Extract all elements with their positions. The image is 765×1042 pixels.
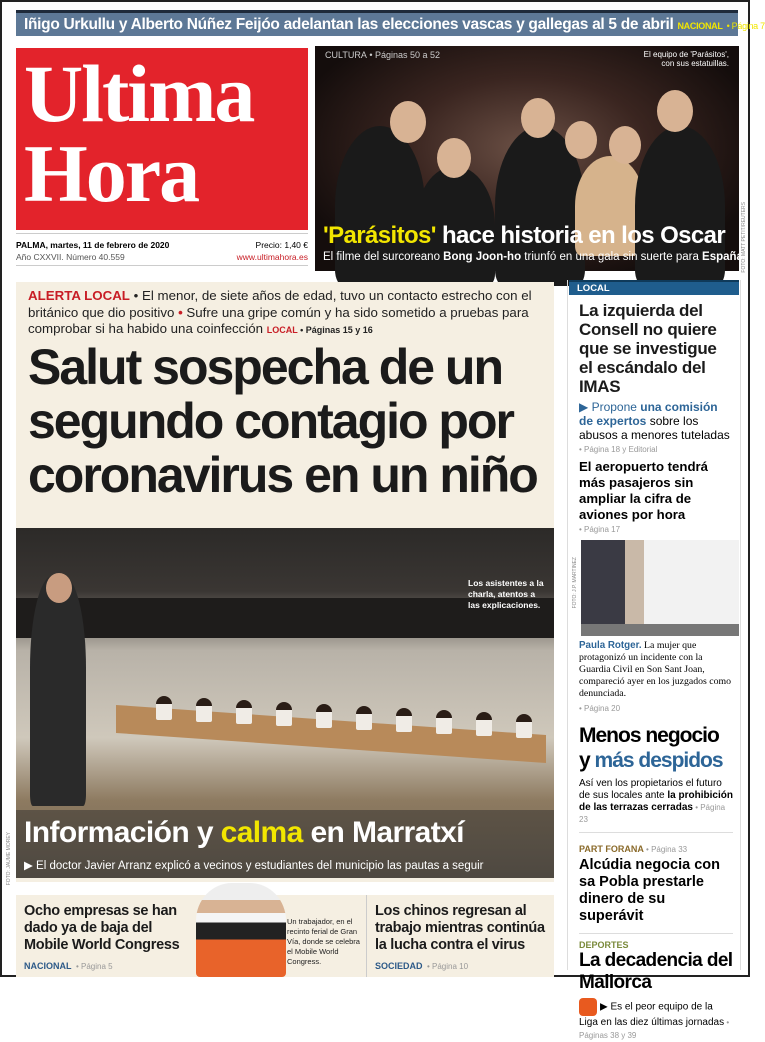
photo-student	[196, 698, 212, 722]
oscar-caption: El equipo de 'Parásitos', con sus estatuillas.	[643, 50, 729, 68]
forana-headline: Alcúdia negocia con sa Pobla prestarle dinero de su superávit	[579, 857, 720, 924]
price: Precio: 1,40 €	[255, 240, 308, 250]
airport-story[interactable]	[569, 454, 739, 534]
top-banner[interactable]	[16, 10, 765, 36]
imas-story[interactable]: La izquierda del Consell no quiere que se investigue el escándalo del IMAS ▶ Propone una comisión de expertos sobre los abusos a menores tuteladas • Página 18 y Editorial	[569, 295, 739, 454]
negocio-headline: Menos negocio y más despidos	[579, 724, 723, 772]
deportes-headline: La decadencia del Mallorca	[579, 950, 733, 993]
china-story[interactable]	[375, 903, 550, 974]
photo-speaker	[30, 576, 86, 806]
airport-page: • Página 17	[579, 525, 621, 534]
photo-student	[236, 700, 252, 724]
photo-face	[437, 138, 471, 178]
photo-face	[657, 90, 693, 132]
date: PALMA, martes, 11 de febrero de 2020	[16, 240, 170, 250]
china-section: SOCIEDAD	[375, 961, 423, 971]
mwc-headline: Ocho empresas se han dado ya de baja del Mobile World Congress	[24, 903, 180, 953]
mwc-section: NACIONAL	[24, 961, 72, 971]
photo-student	[356, 706, 372, 730]
oscar-headline: 'Parásitos' hace historia en los Oscar	[323, 222, 726, 249]
website-link[interactable]: www.ultimahora.es	[236, 252, 308, 262]
divider	[366, 895, 367, 977]
marratxi-headline: Información y calma en Marratxí	[24, 816, 464, 849]
china-headline: Los chinos regresan al trabajo mientras continúa la lucha contra el virus	[375, 903, 545, 953]
china-page: • Página 10	[426, 962, 469, 971]
photo-student	[476, 712, 492, 736]
photo-student	[396, 708, 412, 732]
top-page: • Página 7	[726, 21, 765, 31]
worker-photo	[196, 883, 286, 977]
top-headline: Iñigo Urkullu y Alberto Núñez Feijóo adelantan las elecciones vascas y gallegas al 5 de abril	[24, 16, 674, 33]
photo-face	[565, 121, 597, 159]
local-label: LOCAL	[569, 280, 739, 295]
negocio-story[interactable]: Menos negocio y más despidos Así ven los propietarios el futuro de sus locales ante la prohibición de las terrazas cerradas • Página 23	[579, 724, 733, 824]
photo-face	[46, 573, 72, 603]
rotger-page: • Página 20	[579, 704, 621, 713]
mallorca-crest-icon	[579, 998, 597, 1016]
imas-headline: La izquierda del Consell no quiere que se investigue el escándalo del IMAS	[579, 301, 717, 396]
marratxi-caption: Los asistentes a la charla, atentos a las explicaciones.	[468, 578, 544, 610]
alert-kicker: ALERTA LOCAL • El menor, de siete años de edad, tuvo un contacto estrecho con el británico que dio positivo • Sufre una gripe común y ha sido sometido a pruebas para comprobar si ha habido una coinfección LOCAL • Páginas 15 y 16	[28, 288, 532, 336]
oscar-section: CULTURA • Páginas 50 a 52	[325, 50, 441, 60]
issue-number: Año CXXVII. Número 40.559	[16, 252, 125, 262]
oscar-story[interactable]	[315, 46, 743, 271]
oscar-photo-credit: FOTO: MATT PETIT/REUTERS	[741, 202, 747, 273]
bottom-stories	[16, 895, 554, 977]
worker-caption: Un trabajador, en el recinto ferial de Gran Vía, donde se celebra el Mobile World Congress.	[287, 917, 360, 966]
marratxi-subhead: ▶ El doctor Javier Arranz explicó a vecinos y estudiantes del municipio las pautas a seguir	[24, 860, 484, 872]
dateline	[16, 233, 308, 266]
photo-face	[521, 98, 555, 138]
logo-line-2: Hora	[24, 128, 199, 219]
sidebar	[569, 280, 739, 1042]
deportes-label: DEPORTES	[579, 940, 629, 950]
photo-student	[316, 704, 332, 728]
mwc-page: • Página 5	[75, 962, 113, 971]
rotger-photo	[581, 540, 739, 636]
top-section: NACIONAL	[677, 21, 723, 31]
marratxi-story[interactable]	[16, 528, 554, 878]
masthead-logo[interactable]	[16, 48, 308, 230]
marratxi-photo-credit: FOTO: JAUME MOREY	[6, 832, 12, 886]
photo-student	[276, 702, 292, 726]
deportes-story[interactable]: DEPORTES La decadencia del Mallorca ▶ Es el peor equipo de la Liga en las diez últimas jornadas • Páginas 38 y 39	[579, 940, 733, 1040]
forana-story[interactable]: PART FORANA • Página 33 Alcúdia negocia con sa Pobla prestarle dinero de su superávit	[569, 833, 739, 925]
imas-page: • Página 18 y Editorial	[579, 445, 658, 454]
airport-headline: El aeropuerto tendrá más pasajeros sin ampliar la cifra de aviones por hora	[579, 459, 708, 522]
mwc-story[interactable]	[24, 903, 194, 974]
rotger-photo-credit: FOTO: J.P. MARTINEZ	[572, 557, 578, 609]
photo-student	[436, 710, 452, 734]
photo-face	[609, 126, 641, 164]
rotger-story[interactable]: Paula Rotger. La mujer que protagonizó un incidente con la Guardia Civil en Son Sant Joan, compareció ayer en los juzgados como denunciada. • Página 20	[579, 640, 732, 713]
photo-student	[516, 714, 532, 738]
lead-headline[interactable]: Salut sospecha de un segundo contagio por coronavirus en un niño	[28, 339, 537, 503]
lead-story	[16, 282, 554, 882]
photo-face	[390, 101, 426, 143]
logo-line-1: Ultima	[24, 48, 254, 139]
oscar-subhead: El filme del surcoreano Bong Joon-ho triunfó en una gala sin suerte para España	[323, 251, 743, 263]
photo-student	[156, 696, 172, 720]
